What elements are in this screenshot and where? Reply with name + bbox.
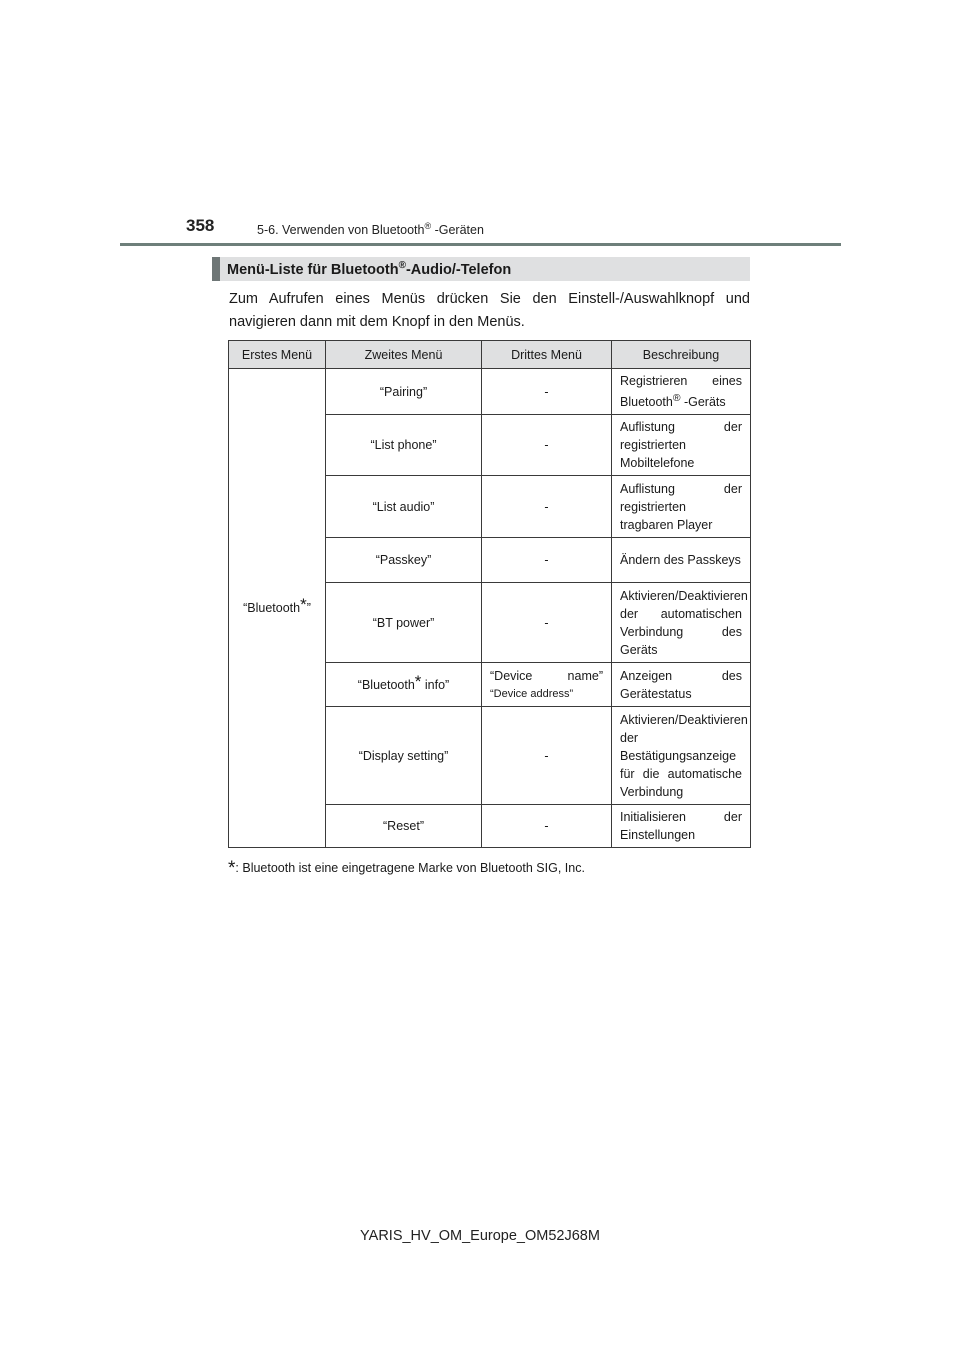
table-header-row [229,341,751,369]
menu-table [228,340,751,848]
header-rule [120,243,841,246]
second-menu-cell: “List phone” [326,415,482,476]
third-menu-cell: - [482,583,612,663]
column-header: Beschreibung [612,341,751,369]
third-menu-cell: - [482,415,612,476]
description-cell: Initialisieren der Einstellungen [612,805,751,848]
footnote-star: * [228,858,236,879]
description-cell: Auflistung der registrierten tragbaren Player [612,476,751,538]
column-header: Drittes Menü [482,341,612,369]
footnote [228,856,585,878]
footnote-star: * [300,595,307,615]
page-number: 358 [186,216,215,235]
footnote-text: : Bluetooth ist eine eingetragene Marke von Bluetooth SIG, Inc. [235,861,585,875]
section-header-suffix: -Geräten [431,223,484,238]
description-cell: Ändern des Passkeys [612,538,751,583]
registered-mark: ® [424,221,432,231]
second-menu-cell: “BT power” [326,583,482,663]
device-name-label: “Device name” [490,668,603,683]
second-menu-cell: “List audio” [326,476,482,538]
description-cell: Aktivieren/Deaktivieren der Bestätigungsanzeige für die automatische Verbindung [612,707,751,805]
first-menu-cell: “Bluetooth*” [229,369,326,848]
intro-paragraph: Zum Aufrufen eines Menüs drücken Sie den Einstell-/Auswahlknopf und navigieren dann mit dem Knopf in den Menüs. [229,291,750,330]
registered-mark: ® [672,393,681,404]
third-menu-cell: - [482,369,612,415]
description-cell: Auflistung der registrierten Mobiltelefone [612,415,751,476]
description-cell: Aktivieren/Deaktivieren der automatischen Verbindung des Geräts [612,583,751,663]
column-header: Erstes Menü [229,341,326,369]
second-menu-cell: “Pairing” [326,369,482,415]
section-title [212,257,750,281]
table-row [229,369,751,415]
description-cell: Registrieren eines Bluetooth® -Geräts [612,369,751,415]
device-address-label: “Device address” [490,687,574,700]
column-header: Zweites Menü [326,341,482,369]
footnote-star: * [414,671,422,691]
section-header [257,221,484,237]
document-code: YARIS_HV_OM_Europe_OM52J68M [360,1228,600,1244]
description-cell: Anzeigen des Gerätestatus [612,663,751,707]
third-menu-cell [482,663,612,707]
section-title-suffix: -Audio/-Telefon [405,262,512,278]
second-menu-cell: “Passkey” [326,538,482,583]
registered-mark: ® [398,260,406,272]
section-title-prefix: Menü-Liste für Bluetooth [227,262,399,278]
third-menu-cell: - [482,707,612,805]
third-menu-cell: - [482,476,612,538]
third-menu-cell: - [482,538,612,583]
third-menu-cell: - [482,805,612,848]
second-menu-cell: “Reset” [326,805,482,848]
second-menu-cell: “Bluetooth* info” [326,663,482,707]
section-header-prefix: 5-6. Verwenden von Bluetooth [257,223,425,238]
second-menu-cell: “Display setting” [326,707,482,805]
